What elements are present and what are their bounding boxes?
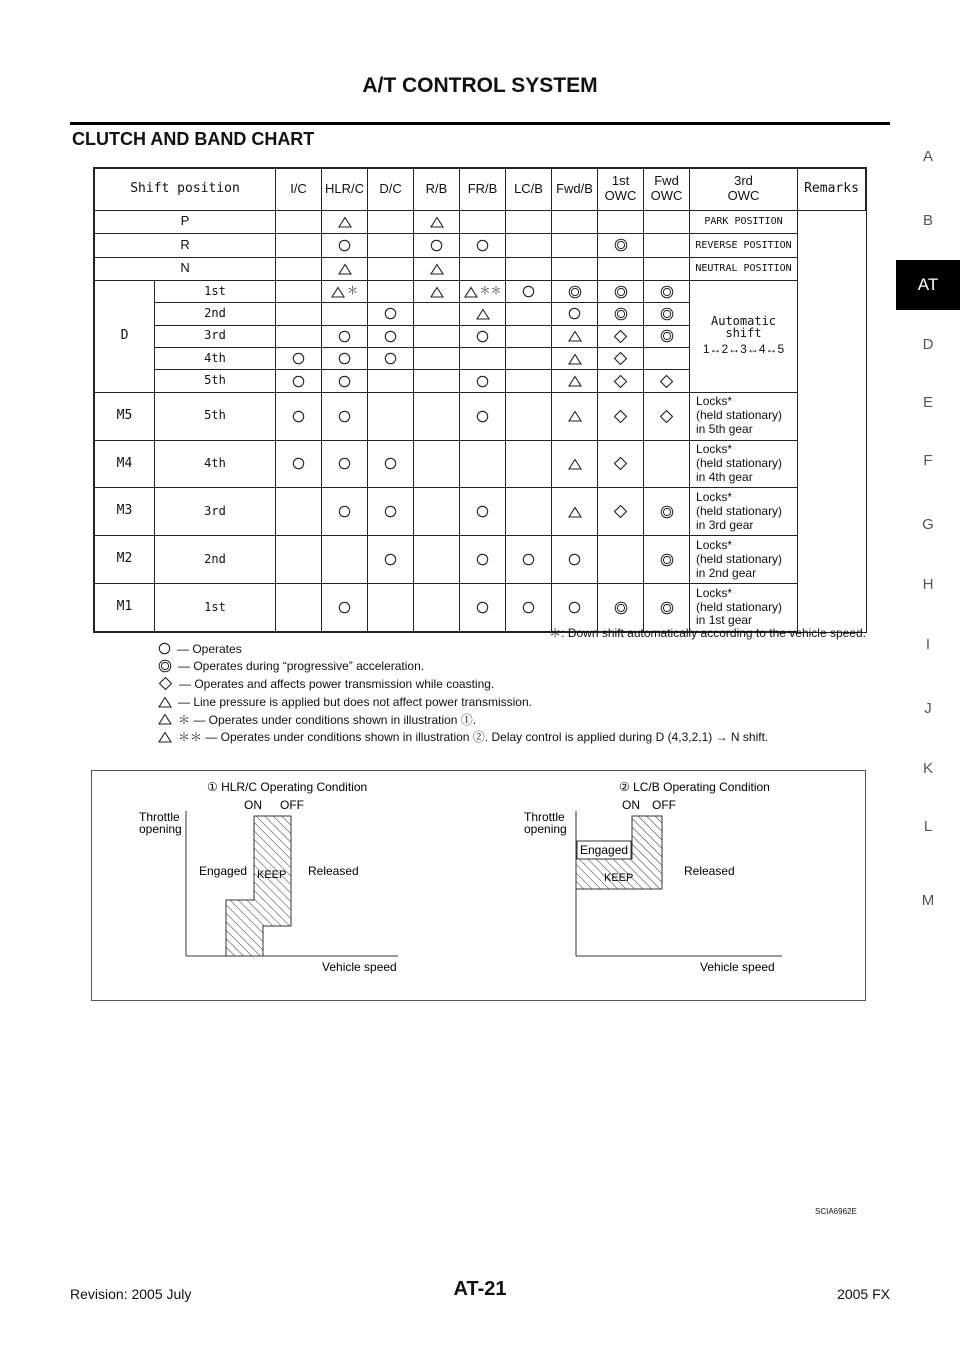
double-circle-icon — [614, 285, 628, 299]
shift-position: D — [95, 280, 155, 392]
chart-cell — [644, 392, 690, 440]
circle-icon — [338, 505, 351, 518]
double-circle-icon — [158, 659, 172, 673]
col-header: 3rd OWC — [690, 169, 798, 211]
chart-cell — [414, 325, 460, 347]
shift-gear: 1st — [155, 280, 276, 302]
chart-cell — [414, 234, 460, 257]
chart-cell — [276, 370, 322, 392]
hlrc-keep-area — [226, 816, 291, 956]
chart-row — [95, 257, 866, 280]
legend-text: — Operates — [177, 641, 242, 656]
circle-icon — [476, 505, 489, 518]
chart-cell — [552, 325, 598, 347]
chart-cell — [644, 257, 690, 280]
side-index-a[interactable]: A — [922, 148, 933, 165]
side-index-at[interactable]: AT — [896, 260, 960, 310]
triangle-icon — [338, 216, 352, 228]
triangle-icon — [331, 286, 345, 298]
chart-cell — [368, 303, 414, 325]
shift-gear: 1st — [155, 584, 276, 632]
chart-cell — [552, 392, 598, 440]
chart-cell — [460, 257, 506, 280]
asterisk-mark: ＊＊ — [479, 285, 502, 298]
triangle-icon — [568, 375, 582, 387]
asterisk-mark: ＊ — [347, 285, 359, 298]
circle-icon — [568, 601, 581, 614]
chart-cell — [322, 584, 368, 632]
circle-icon — [338, 457, 351, 470]
chart-cell — [368, 584, 414, 632]
chart-cell — [276, 234, 322, 257]
chart-cell — [368, 257, 414, 280]
side-index-m[interactable]: M — [921, 892, 935, 909]
chart-cell — [460, 370, 506, 392]
side-index-l[interactable]: L — [923, 818, 933, 835]
chart-cell — [414, 348, 460, 370]
legend-item — [158, 675, 878, 693]
chart-cell — [598, 348, 644, 370]
circle-icon — [476, 330, 489, 343]
chart-cell — [598, 392, 644, 440]
triangle-icon — [568, 458, 582, 470]
circle-icon — [338, 352, 351, 365]
figure-code: SCIA6962E — [815, 1207, 857, 1216]
circle-icon — [384, 352, 397, 365]
col-header: FR/B — [460, 169, 506, 211]
chart-cell — [322, 536, 368, 584]
chart-cell — [506, 536, 552, 584]
col-header: Shift position — [95, 169, 276, 211]
chart-cell — [598, 488, 644, 536]
legend-item — [158, 693, 878, 711]
legend-text: ＊ — Operates under conditions shown in illustration ①. — [178, 712, 477, 727]
chart-cell — [276, 280, 322, 302]
chart-cell — [598, 234, 644, 257]
col-header: HLR/C — [322, 169, 368, 211]
chart-cell — [644, 303, 690, 325]
legend-item — [158, 728, 878, 746]
chart-cell — [460, 440, 506, 488]
operating-condition-svg — [92, 771, 867, 1002]
circle-icon — [384, 330, 397, 343]
chart-row — [95, 210, 866, 233]
chart-cell — [506, 234, 552, 257]
side-index-b[interactable]: B — [922, 212, 933, 229]
hlrc-diagram — [139, 780, 398, 974]
chart-cell — [506, 348, 552, 370]
circle-icon — [292, 375, 305, 388]
triangle-icon — [464, 286, 478, 298]
remark: Locks* (held stationary) in 2nd gear — [690, 536, 798, 584]
chart-cell — [552, 370, 598, 392]
chart-cell — [552, 234, 598, 257]
triangle-icon — [158, 696, 172, 708]
remark: Locks* (held stationary) in 5th gear — [690, 392, 798, 440]
chart-cell — [322, 234, 368, 257]
shift-gear: 5th — [155, 370, 276, 392]
diamond-icon — [613, 374, 628, 389]
legend-item — [158, 658, 878, 676]
diamond-icon — [613, 456, 628, 471]
lcb-off: OFF — [652, 798, 676, 812]
shift-gear: 2nd — [155, 536, 276, 584]
chart-cell — [644, 280, 690, 302]
chart-cell — [368, 392, 414, 440]
chart-cell — [644, 234, 690, 257]
chart-cell — [414, 210, 460, 233]
chart-cell — [276, 210, 322, 233]
chart-cell — [276, 257, 322, 280]
chart-cell — [598, 325, 644, 347]
chart-row — [95, 536, 866, 584]
lcb-keep: KEEP — [604, 872, 634, 884]
chart-footnote: ＊: Down shift automatically according to the vehicle speed. — [549, 626, 866, 640]
double-circle-icon — [660, 307, 674, 321]
legend-text: — Operates during “progressive” acceleration. — [178, 659, 425, 674]
diamond-icon — [613, 504, 628, 519]
lcb-released: Released — [684, 864, 735, 878]
chart-cell — [598, 440, 644, 488]
chart-cell — [460, 348, 506, 370]
chart-cell — [322, 348, 368, 370]
chart-cell — [414, 584, 460, 632]
chart-cell — [506, 488, 552, 536]
circle-icon — [292, 457, 305, 470]
lcb-engaged: Engaged — [580, 843, 629, 857]
shift-position: N — [95, 257, 276, 280]
chart-cell — [414, 257, 460, 280]
circle-icon — [522, 553, 535, 566]
circle-icon — [568, 553, 581, 566]
hlrc-keep: KEEP — [257, 869, 287, 881]
circle-icon — [522, 601, 535, 614]
chart-cell — [460, 392, 506, 440]
chart-cell — [552, 440, 598, 488]
chart-cell — [276, 392, 322, 440]
triangle-icon — [430, 216, 444, 228]
chart-cell — [368, 440, 414, 488]
col-header: LC/B — [506, 169, 552, 211]
chart-cell — [552, 536, 598, 584]
chart-cell — [598, 280, 644, 302]
chart-cell — [276, 303, 322, 325]
triangle-icon — [430, 263, 444, 275]
circle-icon — [338, 410, 351, 423]
diamond-icon — [659, 409, 674, 424]
chart-cell — [322, 325, 368, 347]
triangle-icon — [568, 353, 582, 365]
chart-cell — [644, 370, 690, 392]
footer-model: 2005 FX — [837, 1286, 890, 1302]
legend-text: — Line pressure is applied but does not affect power transmission. — [178, 694, 532, 709]
chart-cell — [644, 536, 690, 584]
circle-icon — [476, 375, 489, 388]
chart-row — [95, 392, 866, 440]
triangle-icon — [158, 713, 172, 725]
chart-cell — [322, 257, 368, 280]
chart-cell — [506, 440, 552, 488]
legend — [158, 640, 878, 746]
hlrc-off: OFF — [280, 798, 304, 812]
diamond-icon — [613, 351, 628, 366]
remark: REVERSE POSITION — [690, 234, 798, 257]
circle-icon — [476, 410, 489, 423]
circle-icon — [476, 239, 489, 252]
chart-cell — [368, 370, 414, 392]
chart-row — [95, 234, 866, 257]
legend-text: ＊＊ — Operates under conditions shown in illustration ②. Delay control is applied during D (4,3,2,1) → N shift. — [178, 730, 769, 745]
chart-cell — [322, 392, 368, 440]
hlrc-title: ① HLR/C Operating Condition — [207, 780, 368, 794]
shift-gear: 2nd — [155, 303, 276, 325]
chart-cell — [368, 234, 414, 257]
chart-cell — [506, 280, 552, 302]
chart-cell — [644, 325, 690, 347]
side-index-d[interactable]: D — [922, 336, 934, 353]
chart-cell — [322, 370, 368, 392]
side-index-i[interactable]: I — [925, 636, 931, 653]
chart-cell — [368, 280, 414, 302]
chart-cell — [414, 440, 460, 488]
shift-position: M1 — [95, 584, 155, 632]
circle-icon — [568, 307, 581, 320]
diamond-icon — [613, 329, 628, 344]
double-circle-icon — [660, 601, 674, 615]
chart-cell — [460, 303, 506, 325]
chart-row — [95, 440, 866, 488]
chart-cell — [506, 370, 552, 392]
side-index-e[interactable]: E — [922, 394, 933, 411]
circle-icon — [430, 239, 443, 252]
col-header: D/C — [368, 169, 414, 211]
chart-cell — [322, 280, 368, 302]
shift-position: M4 — [95, 440, 155, 488]
circle-icon — [476, 601, 489, 614]
chart-cell — [506, 325, 552, 347]
chart-cell — [322, 440, 368, 488]
circle-icon — [522, 285, 535, 298]
circle-icon — [384, 553, 397, 566]
diamond-icon — [158, 676, 173, 691]
shift-gear: 5th — [155, 392, 276, 440]
chart-cell — [598, 210, 644, 233]
circle-icon — [384, 457, 397, 470]
remark: Locks* (held stationary) in 3rd gear — [690, 488, 798, 536]
col-header: Remarks — [798, 169, 866, 211]
lcb-ylabel1: Throttle — [524, 810, 565, 824]
triangle-icon — [568, 330, 582, 342]
chart-cell — [598, 257, 644, 280]
lcb-xlabel: Vehicle speed — [700, 960, 775, 974]
chart-cell — [414, 488, 460, 536]
chart-cell — [644, 440, 690, 488]
side-index-g[interactable]: G — [922, 516, 934, 533]
chart-cell — [460, 234, 506, 257]
operating-condition-diagram — [91, 770, 866, 1001]
chart-cell — [414, 303, 460, 325]
chart-cell — [506, 257, 552, 280]
chart-cell — [414, 536, 460, 584]
double-circle-icon — [568, 285, 582, 299]
circle-icon — [338, 375, 351, 388]
circle-icon — [158, 642, 171, 655]
double-circle-icon — [660, 505, 674, 519]
chart-table — [94, 168, 866, 632]
shift-position: R — [95, 234, 276, 257]
chart-cell — [414, 280, 460, 302]
chart-cell — [644, 488, 690, 536]
double-circle-icon — [614, 601, 628, 615]
circle-icon — [338, 239, 351, 252]
lcb-title: ② LC/B Operating Condition — [619, 780, 770, 794]
triangle-icon — [338, 263, 352, 275]
clutch-band-chart — [93, 167, 867, 633]
shift-position: M5 — [95, 392, 155, 440]
hlrc-released: Released — [308, 864, 359, 878]
hlrc-engaged: Engaged — [199, 864, 248, 878]
lcb-on: ON — [622, 798, 640, 812]
chart-cell — [552, 303, 598, 325]
remark-auto-shift: Automatic shift 1↔2↔3↔4↔5 — [690, 280, 798, 392]
chart-row — [95, 488, 866, 536]
chart-row — [95, 280, 866, 302]
double-circle-icon — [660, 329, 674, 343]
triangle-icon — [476, 308, 490, 320]
lcb-diagram — [524, 780, 782, 974]
chart-cell — [552, 348, 598, 370]
shift-gear: 4th — [155, 348, 276, 370]
chart-cell — [460, 325, 506, 347]
col-header: Fwd OWC — [644, 169, 690, 211]
footer-page: AT-21 — [453, 1278, 507, 1300]
circle-icon — [292, 410, 305, 423]
circle-icon — [292, 352, 305, 365]
chart-cell — [368, 536, 414, 584]
side-index-k[interactable]: K — [922, 760, 933, 777]
chart-cell — [276, 584, 322, 632]
double-circle-icon — [614, 238, 628, 252]
col-header: Fwd/B — [552, 169, 598, 211]
chart-cell — [460, 536, 506, 584]
shift-position: M3 — [95, 488, 155, 536]
col-header: 1st OWC — [598, 169, 644, 211]
legend-item — [158, 710, 878, 728]
side-index-f[interactable]: F — [923, 452, 933, 469]
chart-cell — [552, 488, 598, 536]
chart-cell — [322, 488, 368, 536]
circle-icon — [338, 601, 351, 614]
diamond-icon — [659, 374, 674, 389]
remark: Locks* (held stationary) in 1st gear — [690, 584, 798, 632]
shift-position: P — [95, 210, 276, 233]
shift-gear: 3rd — [155, 325, 276, 347]
section-title: CLUTCH AND BAND CHART — [72, 129, 315, 149]
shift-gear: 4th — [155, 440, 276, 488]
chart-cell — [506, 210, 552, 233]
chart-cell — [414, 370, 460, 392]
triangle-icon — [568, 410, 582, 422]
triangle-icon — [568, 506, 582, 518]
header-rule — [70, 122, 890, 125]
double-circle-icon — [660, 285, 674, 299]
chart-cell — [368, 348, 414, 370]
chart-cell — [276, 440, 322, 488]
triangle-icon — [158, 731, 172, 743]
chart-cell — [598, 370, 644, 392]
chart-cell — [276, 325, 322, 347]
remark: NEUTRAL POSITION — [690, 257, 798, 280]
chart-header-row — [95, 169, 866, 211]
triangle-icon — [430, 286, 444, 298]
chart-cell — [506, 392, 552, 440]
circle-icon — [476, 553, 489, 566]
side-index-j[interactable]: J — [924, 700, 932, 717]
chart-cell — [368, 325, 414, 347]
shift-position: M2 — [95, 536, 155, 584]
chart-cell — [552, 280, 598, 302]
page-title: A/T CONTROL SYSTEM — [362, 74, 598, 97]
circle-icon — [384, 307, 397, 320]
legend-text: — Operates and affects power transmission while coasting. — [179, 676, 495, 691]
chart-cell — [322, 210, 368, 233]
col-header: I/C — [276, 169, 322, 211]
circle-icon — [384, 505, 397, 518]
hlrc-ylabel2: opening — [139, 822, 182, 836]
hlrc-on: ON — [244, 798, 262, 812]
legend-item — [158, 640, 878, 658]
chart-cell — [460, 210, 506, 233]
chart-cell — [368, 210, 414, 233]
chart-cell — [598, 303, 644, 325]
double-circle-icon — [614, 307, 628, 321]
chart-cell — [460, 488, 506, 536]
side-index-h[interactable]: H — [922, 576, 934, 593]
chart-cell — [414, 392, 460, 440]
chart-cell — [644, 348, 690, 370]
chart-cell — [322, 303, 368, 325]
col-header: R/B — [414, 169, 460, 211]
chart-cell — [368, 488, 414, 536]
lcb-ylabel2: opening — [524, 822, 567, 836]
chart-cell — [552, 210, 598, 233]
diamond-icon — [613, 409, 628, 424]
chart-cell — [276, 536, 322, 584]
chart-cell — [552, 257, 598, 280]
remark: Locks* (held stationary) in 4th gear — [690, 440, 798, 488]
double-circle-icon — [660, 553, 674, 567]
chart-cell — [506, 303, 552, 325]
shift-gear: 3rd — [155, 488, 276, 536]
hlrc-xlabel: Vehicle speed — [322, 960, 397, 974]
chart-cell — [276, 488, 322, 536]
chart-cell — [506, 584, 552, 632]
remark: PARK POSITION — [690, 210, 798, 233]
hlrc-ylabel1: Throttle — [139, 810, 180, 824]
chart-cell — [598, 536, 644, 584]
chart-cell — [460, 280, 506, 302]
footer-revision: Revision: 2005 July — [70, 1286, 192, 1302]
chart-cell — [276, 348, 322, 370]
chart-cell — [460, 584, 506, 632]
circle-icon — [338, 330, 351, 343]
chart-cell — [644, 210, 690, 233]
